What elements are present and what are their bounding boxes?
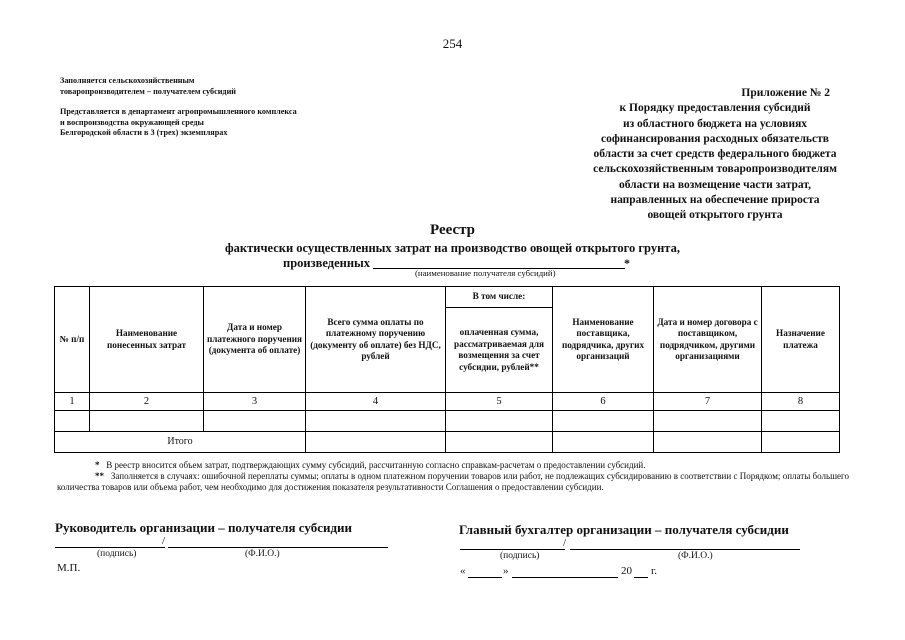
date-open-quote: « <box>460 565 466 577</box>
head-signature-title: Руководитель организации – получателя субсидии <box>55 520 353 535</box>
document-subtitle: фактически осуществленных затрат на производство овощей открытого грунта, <box>225 241 680 255</box>
header-including: В том числе: <box>446 287 553 308</box>
col-num-3: 3 <box>204 393 306 411</box>
header-payment-date: Дата и номер платежного поручения (документа об оплате) <box>204 287 306 393</box>
head-sign-caption: (подпись) <box>97 549 137 559</box>
accountant-signature-field[interactable] <box>460 549 565 550</box>
submit-line-2: и воспроизводства окружающей среды <box>60 117 204 127</box>
total-label: Итого <box>55 432 306 453</box>
table-cell[interactable] <box>654 411 762 432</box>
head-signature-field[interactable] <box>55 547 165 548</box>
table-cell[interactable] <box>90 411 204 432</box>
table-cell[interactable] <box>204 411 306 432</box>
produced-label: произведенных <box>283 256 371 270</box>
table-cell[interactable] <box>762 411 840 432</box>
total-cell[interactable] <box>553 432 654 453</box>
accountant-sign-caption: (подпись) <box>500 551 540 561</box>
registry-table <box>54 286 840 453</box>
col-num-4: 4 <box>306 393 446 411</box>
table-cell[interactable] <box>446 411 553 432</box>
col-num-7: 7 <box>654 393 762 411</box>
produced-star: * <box>624 256 630 270</box>
submit-line-1: Представляется в департамент агропромышленного комплекса <box>60 107 297 116</box>
table-cell[interactable] <box>306 411 446 432</box>
fill-line-1: Заполняется сельскохозяйственным <box>60 76 195 85</box>
header-paid-sum: оплаченная сумма, рассматриваемая для возмещения за счет субсидии, рублей** <box>446 308 553 393</box>
recipient-caption: (наименование получателя субсидий) <box>415 268 556 278</box>
appendix-line-9: овощей открытого грунта <box>647 209 783 222</box>
col-num-8: 8 <box>762 393 840 411</box>
header-purpose: Назначение платежа <box>762 287 840 393</box>
head-fio-caption: (Ф.И.О.) <box>245 549 280 559</box>
col-num-5: 5 <box>446 393 553 411</box>
appendix-number: Приложение № 2 <box>741 87 830 99</box>
stamp-place: М.П. <box>57 562 81 574</box>
total-cell[interactable] <box>306 432 446 453</box>
column-number-row <box>55 393 840 411</box>
fill-instructions <box>60 76 297 149</box>
footnote-2 <box>57 471 849 494</box>
footnote-2-text: Заполняется в случаях: ошибочной переплаты суммы; оплаты в одном платежном поручении товаров или работ, не подлежащих субсидированию в соответствии с Порядком; оплаты большего количества товаров или объема работ, чем необходимо для достижения показателя результативности Соглашения о предоставлении субсидии. <box>57 471 850 493</box>
appendix-line-6: сельскохозяйственным товаропроизводителям <box>593 163 837 176</box>
head-slash: / <box>162 535 166 547</box>
date-day-field[interactable] <box>468 577 502 578</box>
footnote-1 <box>57 460 849 471</box>
head-name-field[interactable] <box>168 547 388 548</box>
accountant-name-field[interactable] <box>570 549 800 550</box>
footnote-2-mark: ** <box>95 471 104 481</box>
accountant-signature-title: Главный бухгалтер организации – получателя субсидии <box>459 522 789 537</box>
date-month-field[interactable] <box>512 577 618 578</box>
footnote-1-text: В реестр вносится объем затрат, подтверждающих сумму субсидий, рассчитанную согласно справкам-расчетам о предоставлении субсидий. <box>106 460 646 470</box>
table-cell[interactable] <box>55 411 90 432</box>
total-cell[interactable] <box>654 432 762 453</box>
table-row <box>55 411 840 432</box>
total-row <box>55 432 840 453</box>
appendix-line-2: к Порядку предоставления субсидий <box>619 102 811 115</box>
appendix-line-7: области на возмещение части затрат, <box>618 178 812 191</box>
fill-line-2: товаропроизводителем – получателем субсидий <box>60 86 236 96</box>
date-year-field[interactable] <box>634 577 648 578</box>
total-cell[interactable] <box>446 432 553 453</box>
appendix-line-3: из областного бюджета на условиях <box>622 117 808 130</box>
header-no: № п/п <box>55 287 90 393</box>
date-year-suffix: г. <box>651 565 658 577</box>
date-close-quote: » <box>503 565 509 577</box>
appendix-header <box>560 86 870 224</box>
header-total-sum: Всего сумма оплаты по платежному поручению (документу об оплате) без НДС, рублей <box>306 287 446 393</box>
footnote-1-mark: * <box>95 460 100 470</box>
total-cell[interactable] <box>762 432 840 453</box>
document-title: Реестр <box>429 222 475 238</box>
col-num-6: 6 <box>553 393 654 411</box>
date-year-prefix: 20 <box>621 565 632 577</box>
header-cost-name: Наименование понесенных затрат <box>90 287 204 393</box>
table-cell[interactable] <box>553 411 654 432</box>
accountant-slash: / <box>563 537 567 549</box>
appendix-line-8: направленных на обеспечение прироста <box>610 194 820 207</box>
header-supplier: Наименование поставщика, подрядчика, других организаций <box>553 287 654 393</box>
appendix-line-5: области за счет средств федерального бюджета <box>593 148 837 161</box>
header-contract: Дата и номер договора с поставщиком, подрядчиком, другими организациями <box>654 287 762 393</box>
col-num-1: 1 <box>55 393 90 411</box>
appendix-line-4: софинансирования расходных обязательств <box>601 132 829 145</box>
accountant-fio-caption: (Ф.И.О.) <box>678 551 713 561</box>
page-number: 254 <box>442 36 463 51</box>
col-num-2: 2 <box>90 393 204 411</box>
submit-line-3: Белгородской области в 3 (трех) экземплярах <box>60 128 228 137</box>
